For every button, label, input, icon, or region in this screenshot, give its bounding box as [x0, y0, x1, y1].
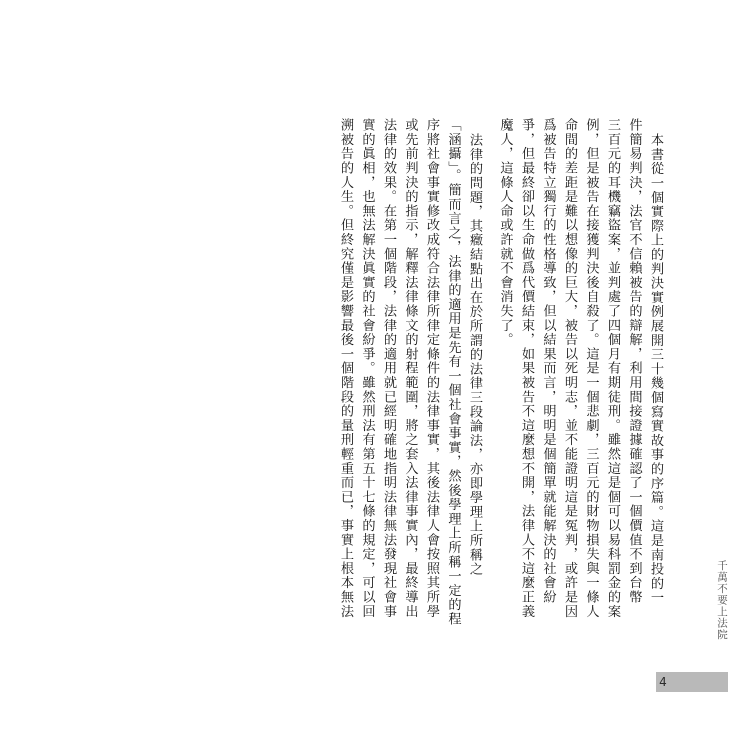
- text-column: 法律的效果。在第一個階段，法律的適用就已經明確地指明法律無法發現社會事: [381, 118, 396, 619]
- text-column: 爭，但最終卻以生命做爲代價結束，如果被告不這麼想不開，法律人不這麼正義: [519, 118, 534, 619]
- body-text-block: [335, 118, 667, 648]
- running-head: 千萬不要上法院: [716, 560, 728, 641]
- text-column: 或先前判決的指示，解釋法律條文的射程範圍，將之套入法律事實內，最終導出: [402, 118, 418, 619]
- text-column: 例，但是被告在接獲判決後自殺了。這是一個悲劇，三百元的財物損失與一條人: [583, 118, 599, 619]
- text-column: 件簡易判決，法官不信賴被告的辯解，利用間接證據確認了一個價值不到台幣: [626, 118, 642, 605]
- text-column: 序將社會事實修改成符合法律所律定條件的法律事實，其後法律人會按照其所學: [424, 118, 439, 619]
- text-column: 溯被告的人生。但終究僅是影響最後一個階段的量刑輕重而已，事實上根本無法: [338, 118, 353, 619]
- text-column: 三百元的耳機竊盜案，並判處了四個月有期徒刑。雖然這是個可以易科罰金的案: [605, 118, 620, 619]
- paragraph-gap: [485, 118, 494, 119]
- text-column: 爲被告特立獨行的性格導致，但以結果而言，明明是個簡單就能解決的社會紛: [540, 118, 556, 605]
- text-column: 魔人，這條人命或許就不會消失了。: [497, 118, 513, 347]
- text-column: 法律的問題，其癥結點出在於所謂的法律三段論法，亦即學理上所稱之: [467, 133, 482, 577]
- text-column: 命間的差距是難以想像的巨大，被告以死明志，並不能證明這是冤判，或許是因: [562, 118, 577, 619]
- text-column: 實的眞相，也無法解決眞實的社會紛爭。雖然刑法有第五十七條的規定，可以回: [359, 118, 375, 619]
- text-column: 本書從一個實際上的判決實例展開三十幾個寫實故事的序篇。這是南投的一: [648, 133, 663, 605]
- paragraph-2: [335, 118, 486, 648]
- text-column: 「涵攝」。簡而言之，法律的適用是先有一個社會事實，然後學理上所稱一定的程: [445, 118, 461, 627]
- paragraph-1: [494, 118, 666, 648]
- page-number: 4: [659, 675, 667, 689]
